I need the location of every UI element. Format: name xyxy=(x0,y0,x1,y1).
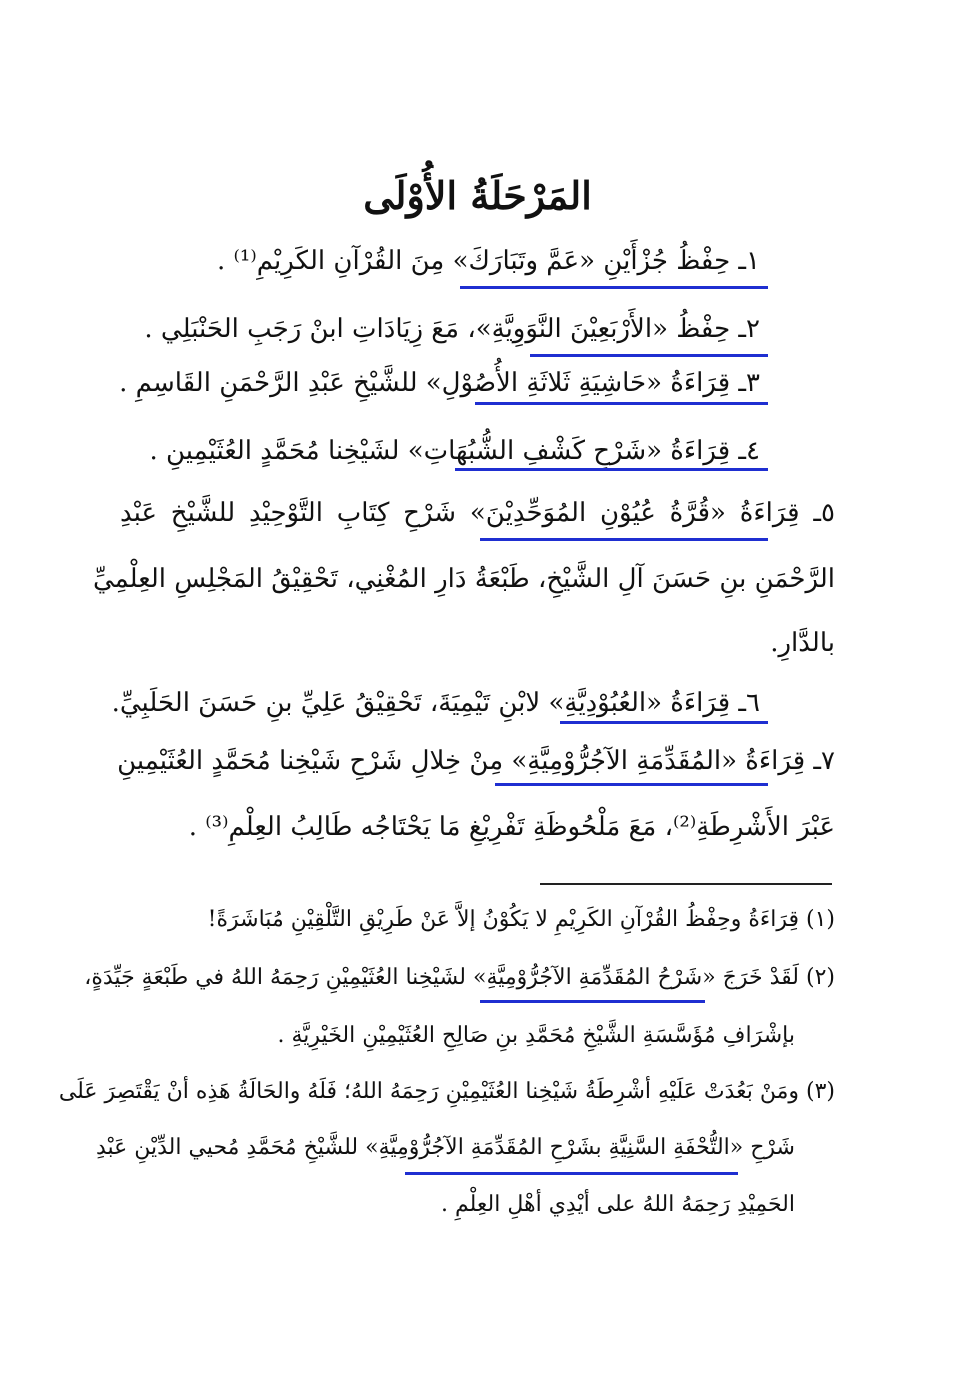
underline-item-6 xyxy=(560,721,768,724)
list-item-5-line-1: ٥ـ قِرَاءَةُ «قُرَّةُ عُيُوْنِ المُوَحِّدِيْنَ» شَرْحِ كِتَابِ التَّوْحِيْدِ للشَّيْخِ عَبْدِ xyxy=(120,498,835,528)
list-item-5-line-3: بالدَّارِ. xyxy=(770,628,835,658)
footnote-separator xyxy=(540,883,832,885)
list-item-6: ٦ـ قِرَاءَةُ «العُبُوْدِيَّةِ» لابْنِ تَيْمِيَةَ، تَحْقِيْقُ عَلِيِّ بنِ حَسَنَ الحَلَبِيِّ. xyxy=(111,688,760,718)
underline-item-2 xyxy=(530,354,768,357)
underline-item-4 xyxy=(455,468,768,471)
underline-item-5 xyxy=(480,538,768,541)
footnote-2-line-2: بإشْرَافِ مُؤَسَّسَةِ الشَّيْخِ مُحَمَّدِ بنِ صَالِحِ العُثَيْمِيْنِ الخَيْرِيَّةِ . xyxy=(277,1023,795,1048)
underline-footnote-3 xyxy=(405,1172,738,1175)
underline-item-1 xyxy=(460,286,768,289)
footnote-2-line-1: (٢) لَقَدْ خَرَجَ «شَرْحُ المُقَدِّمَةِ الآجُرُّوْمِيَّةِ» لشَيْخِنا العُثَيْمِيْنِ رَحِمَهُ اللهُ في طَبْعَةٍ جَيِّدَةٍ، xyxy=(84,965,835,990)
underline-item-7 xyxy=(495,783,768,786)
footnote-3-line-2: شَرْحِ «التُّحْفَةِ السَّنِيَّةِ بشَرْحِ المُقَدِّمَةِ الآجُرُّوْمِيَّةِ» للشَّيْخِ مُحَمَّدِ مُحيي الدِّيْنِ عَبْدِ xyxy=(95,1135,795,1160)
list-item-4: ٤ـ قِرَاءَةُ «شَرْحِ كَشْفِ الشُّبُهَاتِ» لشَيْخِنا مُحَمَّدٍ العُثَيْمِينِ . xyxy=(149,436,760,466)
footnote-3-line-3: الحَمِيْدِ رَحِمَهُ اللهُ على أيْدِي أهْلِ العِلْمِ . xyxy=(441,1192,795,1217)
page-title: المَرْحَلَةُ الأُوْلَى xyxy=(363,173,592,218)
list-item-2: ٢ـ حِفْظُ «الأَرْبَعِيْنَ النَّوَوِيَّةِ»، مَعَ زِيَادَاتِ ابنْ رَجَبِ الحَنْبَلِي . xyxy=(144,314,760,344)
footnote-3-line-1: (٣) ومَنْ بَعُدَتْ عَلَيْهِ أشْرِطَةُ شَيْخِنا العُثَيْمِيْنِ رَحِمَهُ اللهُ؛ فَلَهُ والحَالَةُ هَذِه أنْ يَقْتَصِرَ عَلَى xyxy=(58,1079,835,1104)
list-item-5-line-2: الرَّحْمَنِ بنِ حَسَنَ آلِ الشَّيْخِ، طَبْعَةُ دَارِ المُغْنِي، تَحْقِيْقُ المَجْلِسِ العِلْمِيِّ xyxy=(92,564,835,594)
list-item-7-line-2: عَبْرَ الأَشْرِطَةِ⁽²⁾، مَعَ مَلْحُوظَةِ تَفْرِيْغِ مَا يَحْتَاجُه طَالِبُ العِلْمِ⁽³⁾ . xyxy=(188,812,835,842)
footnote-1: (١) قِرَاءَةُ وحِفْظُ القُرْآنِ الكَرِيْمِ لا يَكُوْنُ إلاَّ عَنْ طَرِيْقِ التَّلْقِيْنِ مُبَاشَرَةً! xyxy=(207,907,835,932)
list-item-3: ٣ـ قِرَاءَةُ «حَاشِيَةِ ثَلاثَةِ الأُصُوْلِ» للشَّيْخِ عَبْدِ الرَّحْمَنِ القَاسِمِ . xyxy=(119,368,760,398)
list-item-7-line-1: ٧ـ قِرَاءَةُ «المُقَدِّمَةِ الآجُرُّوْمِيَّةِ» مِنْ خِلالِ شَرْحِ شَيْخِنا مُحَمَّدٍ العُثَيْمِينِ xyxy=(117,746,835,776)
list-item-1: ١ـ حِفْظُ جُزْأَيْنِ «عَمَّ وتَبَارَكَ» مِنَ القُرْآنِ الكَرِيْمِ⁽¹⁾ . xyxy=(216,246,760,276)
underline-footnote-2 xyxy=(480,1000,705,1003)
underline-item-3 xyxy=(475,402,768,405)
